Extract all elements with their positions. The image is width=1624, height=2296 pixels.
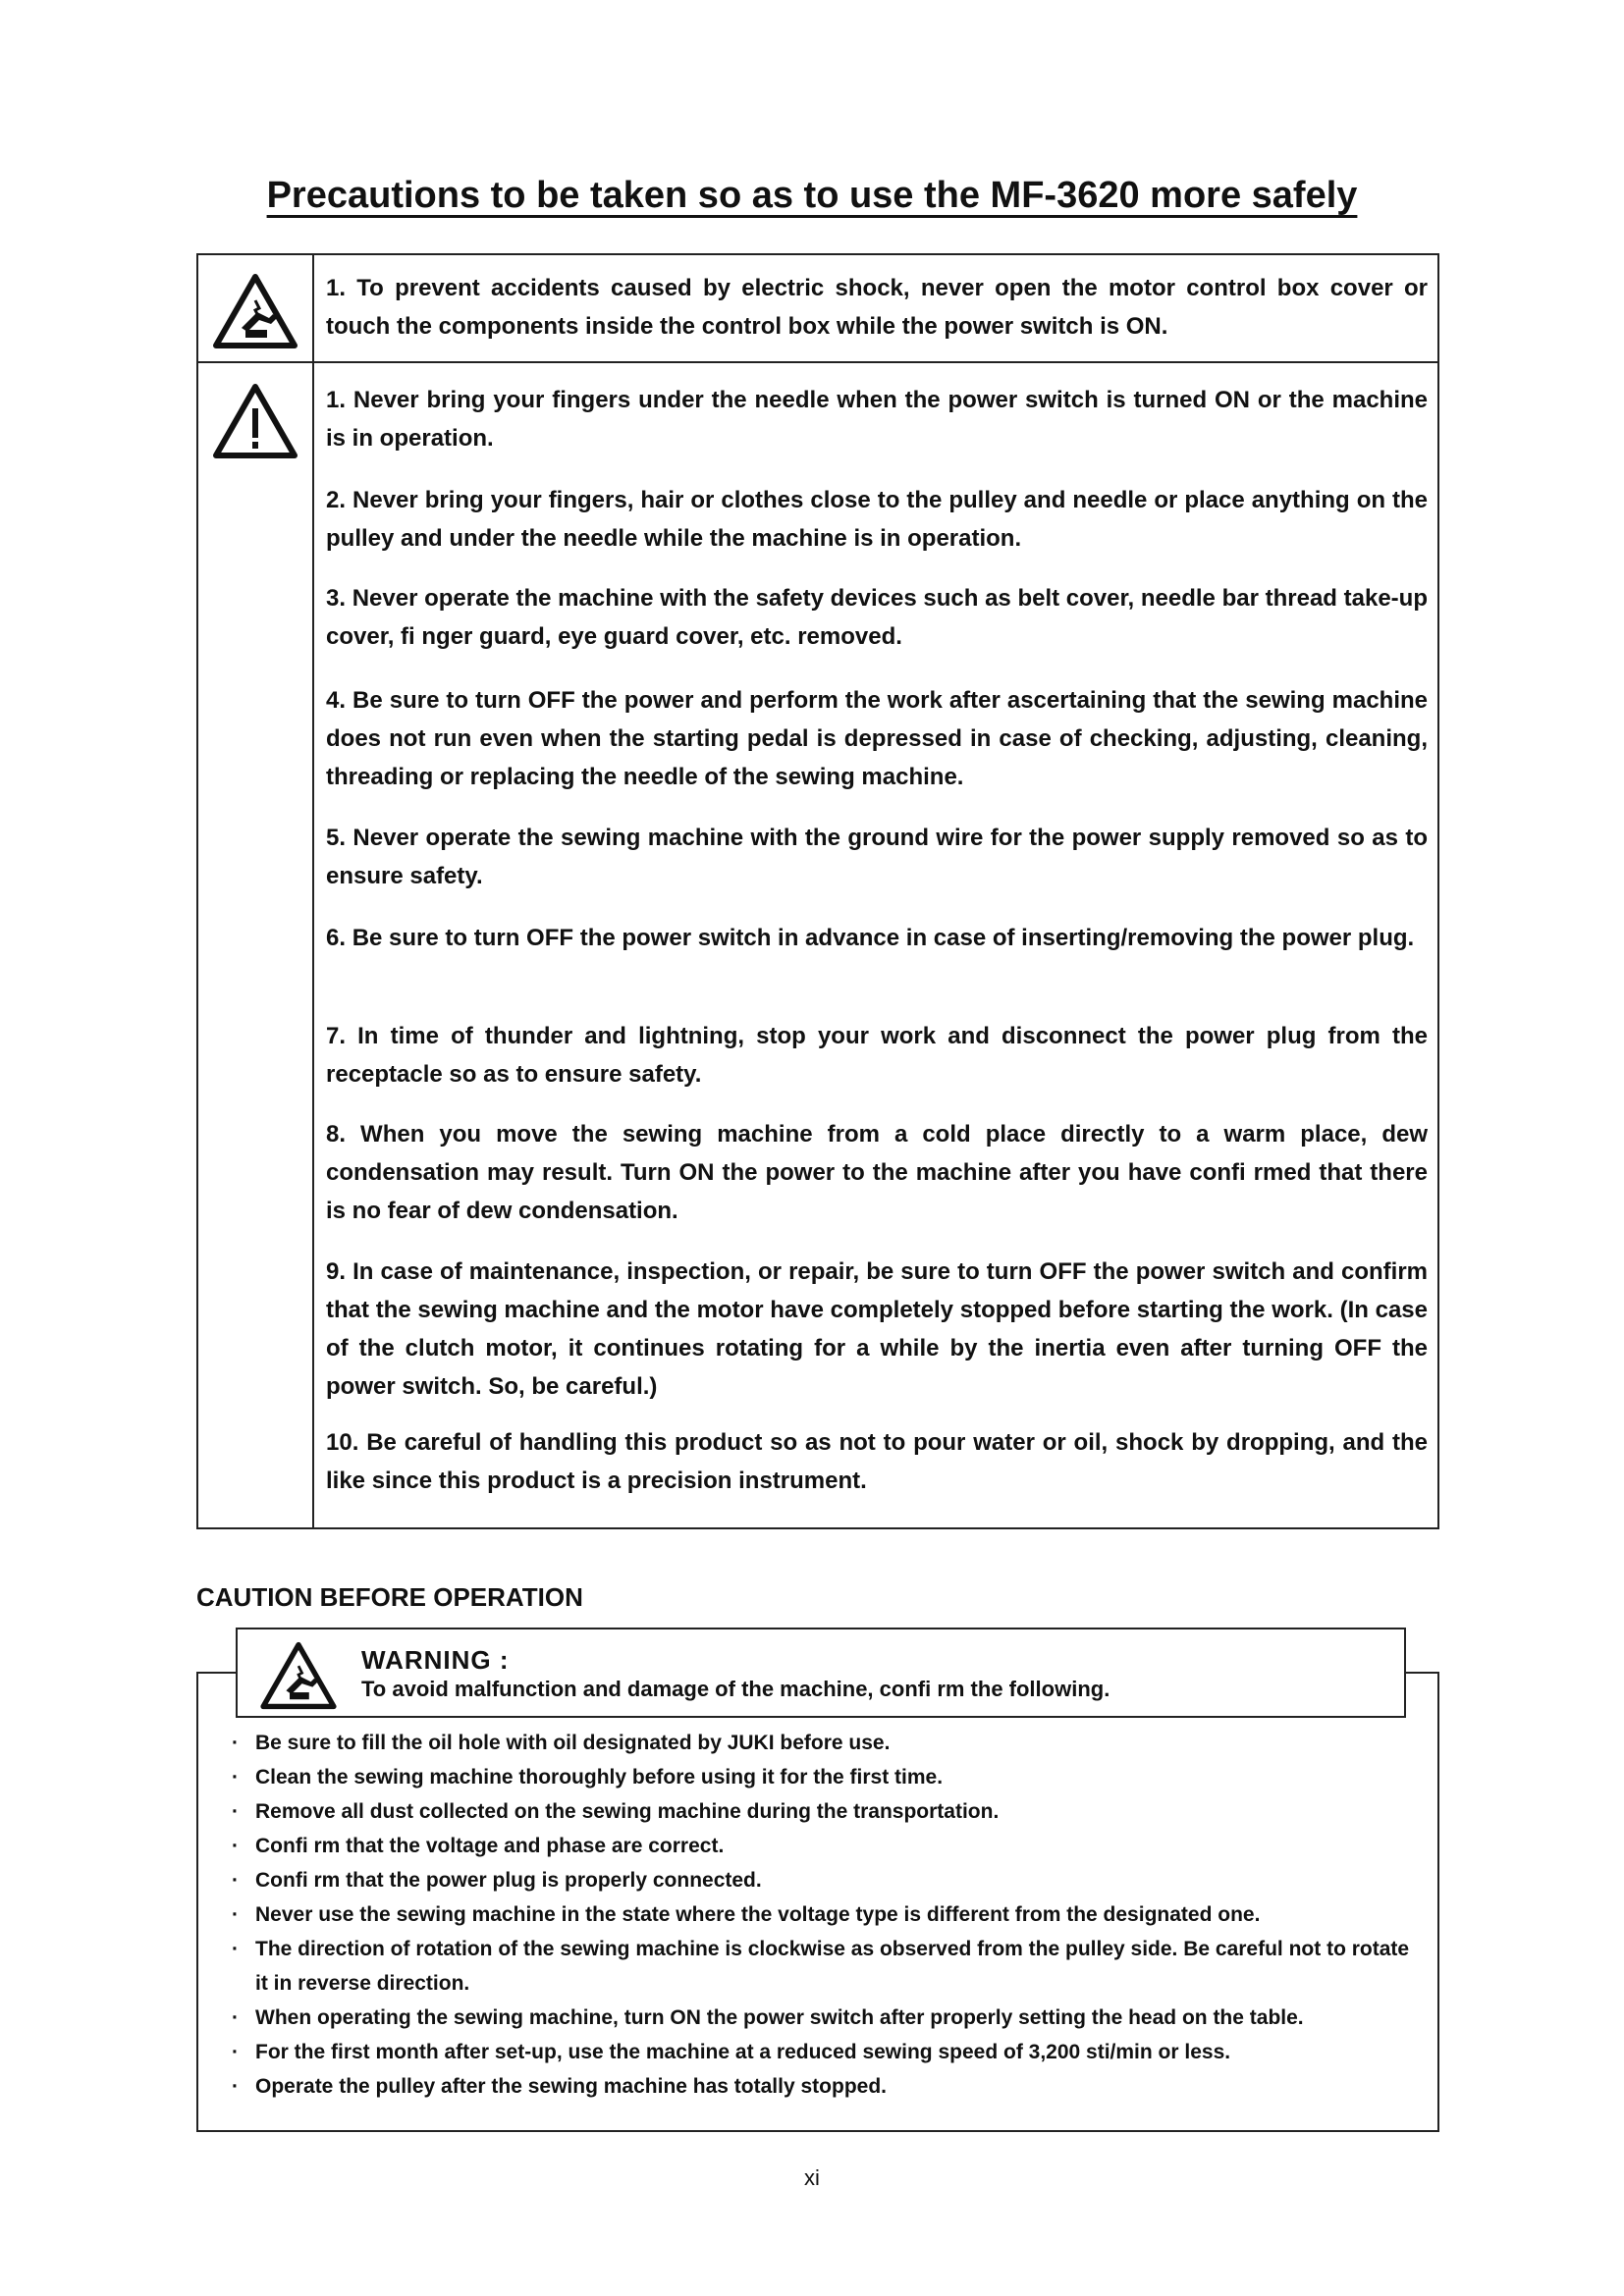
item-text: Never operate the sewing machine with the ground wire for the power supply removed so as to ensure safety. <box>326 825 1428 889</box>
item-number: 7. <box>326 1023 347 1049</box>
caution-item-7 <box>326 1017 1428 1094</box>
item-number: 5. <box>326 825 347 851</box>
list-item: · Remove all dust collected on the sewing machine during the transportation. <box>228 1794 1426 1829</box>
operation-checklist <box>228 1726 1426 2104</box>
item-text: Never bring your fingers, hair or clothes close to the pulley and needle or place anything on the pulley and under the needle while the machine is in operation. <box>326 487 1428 552</box>
item-text: Be sure to turn OFF the power switch in advance in case of inserting/removing the power plug. <box>352 925 1415 951</box>
item-number: 8. <box>326 1121 347 1148</box>
item-text: In case of maintenance, inspection, or repair, be sure to turn OFF the power switch and confirm that the sewing machine and the motor have completely stopped before starting the work. (In case of the clutch motor, it continues rotating for a while by the inertia even after turning OFF the power switch. So, be careful.) <box>326 1258 1429 1400</box>
item-number: 1. <box>326 387 347 413</box>
caution-item-5 <box>326 819 1428 895</box>
caution-item-6 <box>326 919 1428 957</box>
list-item: · Confi rm that the voltage and phase are correct. <box>228 1829 1426 1863</box>
danger-item-1 <box>326 269 1428 346</box>
caution-item-4 <box>326 681 1428 796</box>
list-item: · Clean the sewing machine thoroughly before using it for the first time. <box>228 1760 1426 1794</box>
item-number: 4. <box>326 687 347 714</box>
item-number: 9. <box>326 1258 347 1285</box>
caution-item-9 <box>326 1253 1428 1406</box>
list-item: · Never use the sewing machine in the state where the voltage type is different from the designated one. <box>228 1897 1426 1932</box>
row-divider <box>198 361 1437 363</box>
item-text: Be sure to turn OFF the power and perform the work after ascertaining that the sewing machine does not run even when the starting pedal is depressed in case of checking, adjusting, cleaning, threading or replacing the needle of the sewing machine. <box>326 687 1429 790</box>
column-divider <box>312 255 314 1527</box>
section-heading: CAUTION BEFORE OPERATION <box>196 1582 583 1612</box>
caution-item-3 <box>326 579 1428 656</box>
electric-shock-hazard-icon <box>212 273 298 354</box>
item-text: Be careful of handling this product so as not to pour water or oil, shock by dropping, and the like since this product is a precision instrument. <box>326 1429 1428 1494</box>
item-text: Never bring your fingers under the needle when the power switch is turned ON or the machine is in operation. <box>326 387 1428 452</box>
list-item: · When operating the sewing machine, turn ON the power switch after properly setting the head on the table. <box>228 2001 1426 2035</box>
caution-item-2 <box>326 481 1428 558</box>
exclamation-warning-icon <box>212 383 298 464</box>
item-number: 3. <box>326 585 347 612</box>
item-text: Never operate the machine with the safety devices such as belt cover, needle bar thread take-up cover, fi nger guard, eye guard cover, etc. removed. <box>326 585 1428 650</box>
list-item: · Be sure to fill the oil hole with oil designated by JUKI before use. <box>228 1726 1426 1760</box>
caution-item-1 <box>326 381 1428 457</box>
list-item: · For the first month after set-up, use the machine at a reduced sewing speed of 3,200 sti/min or less. <box>228 2035 1426 2069</box>
warning-title: WARNING : <box>361 1645 510 1675</box>
item-number: 10. <box>326 1429 359 1456</box>
caution-item-8 <box>326 1115 1428 1230</box>
warning-callout <box>236 1628 1406 1718</box>
page-number: xi <box>804 2165 820 2190</box>
electric-shock-hazard-icon <box>259 1641 338 1715</box>
list-item: · Operate the pulley after the sewing machine has totally stopped. <box>228 2069 1426 2104</box>
list-item: · The direction of rotation of the sewing machine is clockwise as observed from the pulley side. Be careful not to rotate it in reverse direction. <box>228 1932 1426 2001</box>
item-text: When you move the sewing machine from a cold place directly to a warm place, dew condensation may result. Turn ON the power to the machine after you have confi rmed that there is no fear of dew condensation. <box>326 1121 1429 1224</box>
item-number: 2. <box>326 487 347 513</box>
safety-precautions-box <box>196 253 1439 1529</box>
item-text: In time of thunder and lightning, stop your work and disconnect the power plug from the receptacle so as to ensure safety. <box>326 1023 1428 1088</box>
item-text: To prevent accidents caused by electric shock, never open the motor control box cover or touch the components inside the control box while the power switch is ON. <box>326 275 1429 340</box>
caution-item-10 <box>326 1423 1428 1500</box>
list-item: · Confi rm that the power plug is properly connected. <box>228 1863 1426 1897</box>
page-title: Precautions to be taken so as to use the MF-3620 more safely <box>266 175 1358 216</box>
warning-text: To avoid malfunction and damage of the machine, confi rm the following. <box>361 1677 1110 1701</box>
item-number: 1. <box>326 275 347 301</box>
item-number: 6. <box>326 925 347 951</box>
